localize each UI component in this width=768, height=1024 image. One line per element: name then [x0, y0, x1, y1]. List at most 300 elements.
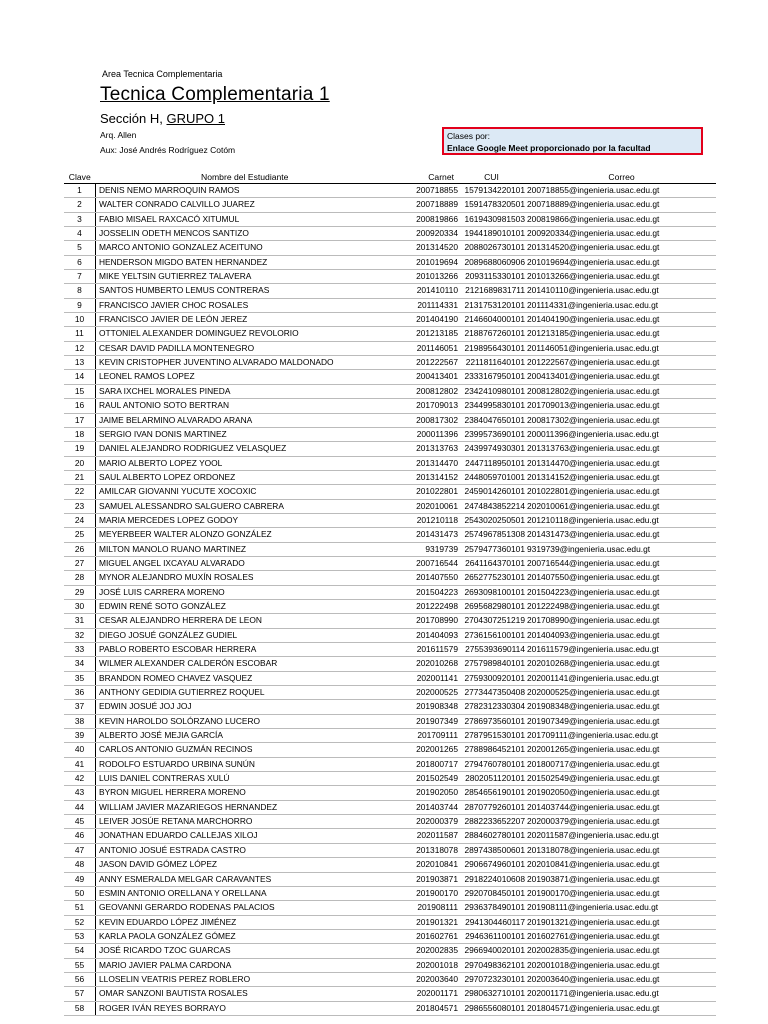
section-prefix: Sección H, [100, 111, 167, 126]
cell-clave: 13 [64, 356, 96, 370]
cell-correo: 200920334@ingenieria.usac.edu.gt [525, 227, 716, 241]
cell-nombre: BYRON MIGUEL HERRERA MORENO [96, 786, 392, 800]
cell-clave: 29 [64, 585, 96, 599]
cell-carnet: 201804571 [391, 1001, 458, 1015]
table-row [64, 212, 716, 226]
cell-correo: 200716544@ingenieria.usac.edu.gt [525, 556, 716, 570]
cell-nombre: EDWIN RENÉ SOTO GONZÁLEZ [96, 599, 392, 613]
table-row [64, 657, 716, 671]
cell-nombre: WALTER CONRADO CALVILLO JUAREZ [96, 198, 392, 212]
cell-carnet: 201908348 [391, 700, 458, 714]
cell-nombre: RAUL ANTONIO SOTO BERTRAN [96, 399, 392, 413]
cell-carnet: 201222498 [391, 599, 458, 613]
cell-cui: 2970723230101 [458, 972, 525, 986]
auxiliary-label: Aux: José Andrés Rodríguez Cotóm [100, 145, 236, 155]
cell-nombre: MYNOR ALEJANDRO MUXÍN ROSALES [96, 571, 392, 585]
column-header-cui: CUI [458, 168, 525, 184]
cell-nombre: DANIEL ALEJANDRO RODRIGUEZ VELASQUEZ [96, 442, 392, 456]
cell-cui: 2211811640101 [458, 356, 525, 370]
cell-nombre: ANNY ESMERALDA MELGAR CARAVANTES [96, 872, 392, 886]
cell-clave: 8 [64, 284, 96, 298]
classes-note-text: Enlace Google Meet proporcionado por la facultad [447, 143, 651, 153]
cell-correo: 202000525@ingenieria.usac.edu.gt [525, 686, 716, 700]
cell-correo: 201114331@ingenieria.usac.edu.gt [525, 298, 716, 312]
cell-correo: 200819866@ingenieria.usac.edu.gt [525, 212, 716, 226]
cell-cui: 1579134220101 [458, 184, 525, 198]
table-row [64, 929, 716, 943]
cell-nombre: GEOVANNI GERARDO RODENAS PALACIOS [96, 901, 392, 915]
cell-carnet: 201410110 [391, 284, 458, 298]
table-row [64, 528, 716, 542]
roster-body [64, 184, 716, 1016]
cell-correo: 201314520@ingenieria.usac.edu.gt [525, 241, 716, 255]
cell-carnet: 201900170 [391, 886, 458, 900]
cell-nombre: JASON DAVID GÓMEZ LÓPEZ [96, 858, 392, 872]
cell-nombre: OMAR SANZONI BAUTISTA ROSALES [96, 987, 392, 1001]
cell-correo: 201407550@ingenieria.usac.edu.gt [525, 571, 716, 585]
cell-nombre: MARIO ALBERTO LOPEZ YOOL [96, 456, 392, 470]
table-row [64, 671, 716, 685]
section-label [100, 111, 225, 126]
cell-correo: 201903871@ingenieria.usac.edu.gt [525, 872, 716, 886]
cell-nombre: AMILCAR GIOVANNI YUCUTE XOCOXIC [96, 485, 392, 499]
table-row [64, 729, 716, 743]
cell-nombre: SARA IXCHEL MORALES PINEDA [96, 384, 392, 398]
table-row [64, 772, 716, 786]
cell-cui: 2802051120101 [458, 772, 525, 786]
cell-clave: 27 [64, 556, 96, 570]
table-row [64, 915, 716, 929]
table-row [64, 513, 716, 527]
cell-carnet: 200716544 [391, 556, 458, 570]
cell-carnet: 200812802 [391, 384, 458, 398]
cell-nombre: HENDERSON MIGDO BATEN HERNANDEZ [96, 255, 392, 269]
cell-nombre: MIKE YELTSIN GUTIERREZ TALAVERA [96, 270, 392, 284]
cell-cui: 2920708450101 [458, 886, 525, 900]
cell-correo: 201222498@ingenieria.usac.edu.gt [525, 599, 716, 613]
cell-carnet: 201213185 [391, 327, 458, 341]
cell-correo: 202000379@ingenieria.usac.edu.gt [525, 815, 716, 829]
cell-nombre: BRANDON ROMEO CHAVEZ VASQUEZ [96, 671, 392, 685]
cell-correo: 202010061@ingenieria.usac.edu.gt [525, 499, 716, 513]
cell-cui: 2088026730101 [458, 241, 525, 255]
cell-correo: 200011396@ingenieria.usac.edu.gt [525, 427, 716, 441]
cell-carnet: 201611579 [391, 643, 458, 657]
table-row [64, 815, 716, 829]
cell-nombre: KEVIN CRISTOPHER JUVENTINO ALVARADO MALDONADO [96, 356, 392, 370]
cell-clave: 6 [64, 255, 96, 269]
table-row [64, 700, 716, 714]
cell-cui: 2786973560101 [458, 714, 525, 728]
cell-cui: 2121689831711 [458, 284, 525, 298]
cell-clave: 43 [64, 786, 96, 800]
cell-cui: 2854656190101 [458, 786, 525, 800]
cell-clave: 42 [64, 772, 96, 786]
cell-clave: 56 [64, 972, 96, 986]
cell-correo: 201314152@ingenieria.usac.edu.gt [525, 470, 716, 484]
cell-clave: 53 [64, 929, 96, 943]
cell-clave: 28 [64, 571, 96, 585]
cell-clave: 50 [64, 886, 96, 900]
column-header-clave: Clave [64, 168, 96, 184]
cell-nombre: JAIME BELARMINO ALVARADO ARANA [96, 413, 392, 427]
cell-nombre: MARIO JAVIER PALMA CARDONA [96, 958, 392, 972]
cell-carnet: 201222567 [391, 356, 458, 370]
cell-correo: 202001018@ingenieria.usac.edu.gt [525, 958, 716, 972]
cell-correo: 201210118@ingenieria.usac.edu.gt [525, 513, 716, 527]
cell-correo: 201502549@ingenieria.usac.edu.gt [525, 772, 716, 786]
cell-nombre: DENIS NEMO MARROQUIN RAMOS [96, 184, 392, 198]
cell-correo: 202003640@ingenieria.usac.edu.gt [525, 972, 716, 986]
cell-carnet: 200011396 [391, 427, 458, 441]
cell-carnet: 201602761 [391, 929, 458, 943]
cell-nombre: JONATHAN EDUARDO CALLEJAS XILOJ [96, 829, 392, 843]
cell-correo: 201709013@ingenieria.usac.edu.gt [525, 399, 716, 413]
cell-clave: 16 [64, 399, 96, 413]
cell-cui: 2782312330304 [458, 700, 525, 714]
cell-nombre: LLOSELIN VEATRIS PEREZ ROBLERO [96, 972, 392, 986]
cell-cui: 2641164370101 [458, 556, 525, 570]
cell-carnet: 202001018 [391, 958, 458, 972]
cell-clave: 48 [64, 858, 96, 872]
cell-cui: 2384047650101 [458, 413, 525, 427]
table-row [64, 786, 716, 800]
cell-carnet: 201708990 [391, 614, 458, 628]
table-row [64, 614, 716, 628]
cell-carnet: 202010061 [391, 499, 458, 513]
table-row [64, 184, 716, 198]
cell-clave: 58 [64, 1001, 96, 1015]
cell-cui: 2574967851308 [458, 528, 525, 542]
cell-carnet: 201800717 [391, 757, 458, 771]
cell-correo: 201146051@ingenieria.usac.edu.gt [525, 341, 716, 355]
cell-cui: 2131753120101 [458, 298, 525, 312]
cell-clave: 45 [64, 815, 96, 829]
table-row [64, 327, 716, 341]
cell-cui: 2870779260101 [458, 800, 525, 814]
cell-cui: 2089688060906 [458, 255, 525, 269]
cell-correo: 202002835@ingenieria.usac.edu.gt [525, 944, 716, 958]
cell-carnet: 202010841 [391, 858, 458, 872]
table-header-row [64, 168, 716, 184]
table-row [64, 255, 716, 269]
cell-cui: 1944189010101 [458, 227, 525, 241]
cell-nombre: LEONEL RAMOS LOPEZ [96, 370, 392, 384]
cell-correo: 201900170@ingenieria.usac.edu.gt [525, 886, 716, 900]
cell-nombre: CESAR DAVID PADILLA MONTENEGRO [96, 341, 392, 355]
cell-correo: 201403744@ingenieria.usac.edu.gt [525, 800, 716, 814]
cell-carnet: 201902050 [391, 786, 458, 800]
cell-carnet: 202001141 [391, 671, 458, 685]
table-row [64, 944, 716, 958]
cell-carnet: 202010268 [391, 657, 458, 671]
cell-clave: 38 [64, 714, 96, 728]
cell-nombre: WILMER ALEXANDER CALDERÓN ESCOBAR [96, 657, 392, 671]
cell-cui: 2941304460117 [458, 915, 525, 929]
cell-clave: 22 [64, 485, 96, 499]
cell-clave: 36 [64, 686, 96, 700]
table-row [64, 298, 716, 312]
cell-cui: 2773447350408 [458, 686, 525, 700]
cell-cui: 2579477360101 [458, 542, 525, 556]
cell-clave: 57 [64, 987, 96, 1001]
cell-clave: 47 [64, 843, 96, 857]
table-row [64, 585, 716, 599]
classes-note-title: Clases por: [447, 131, 490, 141]
cell-correo: 201800717@ingenieria.usac.edu.gt [525, 757, 716, 771]
cell-cui: 2459014260101 [458, 485, 525, 499]
cell-carnet: 202002835 [391, 944, 458, 958]
cell-carnet: 200718855 [391, 184, 458, 198]
cell-cui: 2918224010608 [458, 872, 525, 886]
cell-clave: 9 [64, 298, 96, 312]
table-row [64, 284, 716, 298]
cell-correo: 200413401@ingenieria.usac.edu.gt [525, 370, 716, 384]
column-header-nombre: Nombre del Estudiante [96, 168, 392, 184]
cell-clave: 31 [64, 614, 96, 628]
cell-correo: 201611579@ingenieria.usac.edu.gt [525, 643, 716, 657]
cell-carnet: 200413401 [391, 370, 458, 384]
cell-carnet: 201908111 [391, 901, 458, 915]
table-row [64, 1001, 716, 1015]
table-row [64, 556, 716, 570]
table-row [64, 901, 716, 915]
cell-correo: 202001141@ingenieria.usac.edu.gt [525, 671, 716, 685]
cell-clave: 18 [64, 427, 96, 441]
cell-nombre: ANTHONY GEDIDIA GUTIERREZ ROQUEL [96, 686, 392, 700]
cell-cui: 2543020250501 [458, 513, 525, 527]
cell-correo: 9319739@ingenieria.usac.edu.gt [525, 542, 716, 556]
cell-correo: 200817302@ingenieria.usac.edu.gt [525, 413, 716, 427]
table-row [64, 427, 716, 441]
table-row [64, 987, 716, 1001]
cell-carnet: 201901321 [391, 915, 458, 929]
cell-carnet: 200817302 [391, 413, 458, 427]
cell-carnet: 9319739 [391, 542, 458, 556]
cell-correo: 200812802@ingenieria.usac.edu.gt [525, 384, 716, 398]
cell-cui: 2474843852214 [458, 499, 525, 513]
table-row [64, 886, 716, 900]
cell-cui: 2093115330101 [458, 270, 525, 284]
cell-nombre: ANTONIO JOSUÉ ESTRADA CASTRO [96, 843, 392, 857]
table-row [64, 714, 716, 728]
cell-carnet: 201404190 [391, 313, 458, 327]
cell-clave: 4 [64, 227, 96, 241]
area-label: Area Tecnica Complementaria [102, 69, 223, 79]
cell-clave: 24 [64, 513, 96, 527]
table-row [64, 958, 716, 972]
table-row [64, 227, 716, 241]
cell-nombre: MEYERBEER WALTER ALONZO GONZÁLEZ [96, 528, 392, 542]
cell-clave: 34 [64, 657, 96, 671]
cell-clave: 26 [64, 542, 96, 556]
student-roster-table [64, 168, 716, 1016]
cell-correo: 201907349@ingenieria.usac.edu.gt [525, 714, 716, 728]
cell-cui: 2755393690114 [458, 643, 525, 657]
cell-cui: 2399573690101 [458, 427, 525, 441]
cell-carnet: 200718889 [391, 198, 458, 212]
cell-correo: 201908348@ingenieria.usac.edu.gt [525, 700, 716, 714]
cell-nombre: CESAR ALEJANDRO HERRERA DE LEON [96, 614, 392, 628]
cell-cui: 2447118950101 [458, 456, 525, 470]
cell-nombre: MILTON MANOLO RUANO MARTINEZ [96, 542, 392, 556]
cell-nombre: FABIO MISAEL RAXCACÓ XITUMUL [96, 212, 392, 226]
cell-nombre: LEIVER JOSÚE RETANA MARCHORRO [96, 815, 392, 829]
cell-nombre: SERGIO IVAN DONIS MARTINEZ [96, 427, 392, 441]
table-row [64, 485, 716, 499]
table-row [64, 872, 716, 886]
cell-carnet: 200819866 [391, 212, 458, 226]
cell-correo: 201602761@ingenieria.usac.edu.gt [525, 929, 716, 943]
cell-cui: 2695682980101 [458, 599, 525, 613]
cell-nombre: ALBERTO JOSÉ MEJIA GARCÍA [96, 729, 392, 743]
cell-carnet: 200920334 [391, 227, 458, 241]
cell-clave: 19 [64, 442, 96, 456]
cell-carnet: 201013266 [391, 270, 458, 284]
cell-correo: 202011587@ingenieria.usac.edu.gt [525, 829, 716, 843]
cell-correo: 202010841@ingenieria.usac.edu.gt [525, 858, 716, 872]
table-row [64, 843, 716, 857]
cell-cui: 2897438500601 [458, 843, 525, 857]
cell-nombre: ESMIN ANTONIO ORELLANA Y ORELLANA [96, 886, 392, 900]
cell-carnet: 201022801 [391, 485, 458, 499]
cell-nombre: DIEGO JOSUÉ GONZÁLEZ GUDIEL [96, 628, 392, 642]
cell-nombre: LUIS DANIEL CONTRERAS XULÚ [96, 772, 392, 786]
cell-clave: 23 [64, 499, 96, 513]
cell-carnet: 201407550 [391, 571, 458, 585]
cell-clave: 40 [64, 743, 96, 757]
table-row [64, 571, 716, 585]
cell-cui: 2736156100101 [458, 628, 525, 642]
cell-cui: 2787951530101 [458, 729, 525, 743]
page-title: Tecnica Complementaria 1 [100, 84, 330, 105]
cell-clave: 39 [64, 729, 96, 743]
cell-nombre: RODOLFO ESTUARDO URBINA SUNÚN [96, 757, 392, 771]
cell-clave: 15 [64, 384, 96, 398]
cell-cui: 1591478320501 [458, 198, 525, 212]
table-row [64, 686, 716, 700]
cell-cui: 2970498362101 [458, 958, 525, 972]
cell-correo: 201213185@ingenieria.usac.edu.gt [525, 327, 716, 341]
cell-carnet: 201318078 [391, 843, 458, 857]
cell-clave: 30 [64, 599, 96, 613]
cell-carnet: 201502549 [391, 772, 458, 786]
cell-carnet: 201709013 [391, 399, 458, 413]
table-row [64, 972, 716, 986]
table-row [64, 499, 716, 513]
cell-carnet: 201504223 [391, 585, 458, 599]
cell-correo: 201804571@ingenieria.usac.edu.gt [525, 1001, 716, 1015]
cell-correo: 202001265@ingenieria.usac.edu.gt [525, 743, 716, 757]
column-header-correo: Correo [525, 168, 716, 184]
cell-cui: 2794760780101 [458, 757, 525, 771]
cell-clave: 37 [64, 700, 96, 714]
cell-cui: 2980632710101 [458, 987, 525, 1001]
table-row [64, 270, 716, 284]
cell-nombre: ROGER IVÁN REYES BORRAYO [96, 1001, 392, 1015]
classes-note-box [442, 127, 703, 155]
cell-clave: 14 [64, 370, 96, 384]
table-row [64, 599, 716, 613]
cell-nombre: FRANCISCO JAVIER CHOC ROSALES [96, 298, 392, 312]
cell-correo: 201222567@ingenieria.usac.edu.gt [525, 356, 716, 370]
table-row [64, 542, 716, 556]
cell-clave: 5 [64, 241, 96, 255]
cell-correo: 201013266@ingenieria.usac.edu.gt [525, 270, 716, 284]
cell-nombre: EDWIN JOSUÉ JOJ JOJ [96, 700, 392, 714]
cell-clave: 44 [64, 800, 96, 814]
table-row [64, 198, 716, 212]
cell-nombre: MARIA MERCEDES LOPEZ GODOY [96, 513, 392, 527]
cell-nombre: MARCO ANTONIO GONZALEZ ACEITUNO [96, 241, 392, 255]
cell-nombre: OTTONIEL ALEXANDER DOMINGUEZ REVOLORIO [96, 327, 392, 341]
cell-nombre: CARLOS ANTONIO GUZMÁN RECINOS [96, 743, 392, 757]
cell-cui: 2906674960101 [458, 858, 525, 872]
cell-cui: 2788986452101 [458, 743, 525, 757]
table-row [64, 643, 716, 657]
table-row [64, 356, 716, 370]
cell-correo: 201709111@ingenieria.usac.edu.gt [525, 729, 716, 743]
cell-cui: 2966940020101 [458, 944, 525, 958]
cell-carnet: 202003640 [391, 972, 458, 986]
cell-clave: 7 [64, 270, 96, 284]
column-header-carnet: Carnet [391, 168, 458, 184]
cell-clave: 2 [64, 198, 96, 212]
cell-cui: 1619430981503 [458, 212, 525, 226]
table-row [64, 456, 716, 470]
cell-nombre: PABLO ROBERTO ESCOBAR HERRERA [96, 643, 392, 657]
table-row [64, 858, 716, 872]
cell-carnet: 202001265 [391, 743, 458, 757]
cell-clave: 11 [64, 327, 96, 341]
cell-carnet: 202000379 [391, 815, 458, 829]
cell-clave: 21 [64, 470, 96, 484]
cell-carnet: 201709111 [391, 729, 458, 743]
cell-nombre: KEVIN HAROLDO SOLÓRZANO LUCERO [96, 714, 392, 728]
table-row [64, 384, 716, 398]
cell-correo: 201504223@ingenieria.usac.edu.gt [525, 585, 716, 599]
table-row [64, 370, 716, 384]
cell-clave: 32 [64, 628, 96, 642]
cell-carnet: 202011587 [391, 829, 458, 843]
cell-cui: 2333167950101 [458, 370, 525, 384]
cell-correo: 201313763@ingenieria.usac.edu.gt [525, 442, 716, 456]
table-row [64, 413, 716, 427]
cell-cui: 2439974930301 [458, 442, 525, 456]
cell-correo: 202001171@ingenieria.usac.edu.gt [525, 987, 716, 1001]
cell-nombre: MIGUEL ANGEL IXCAYAU ALVARADO [96, 556, 392, 570]
cell-nombre: JOSÉ RICARDO TZOC GUARCAS [96, 944, 392, 958]
cell-correo: 201019694@ingenieria.usac.edu.gt [525, 255, 716, 269]
cell-correo: 201431473@ingenieria.usac.edu.gt [525, 528, 716, 542]
cell-cui: 2448059701001 [458, 470, 525, 484]
cell-carnet: 201314152 [391, 470, 458, 484]
cell-correo: 202010268@ingenieria.usac.edu.gt [525, 657, 716, 671]
cell-clave: 20 [64, 456, 96, 470]
table-row [64, 341, 716, 355]
cell-clave: 49 [64, 872, 96, 886]
cell-cui: 2936378490101 [458, 901, 525, 915]
table-row [64, 470, 716, 484]
cell-nombre: JOSSELIN ODETH MENCOS SANTIZO [96, 227, 392, 241]
architect-label: Arq. Allen [100, 130, 137, 140]
group-label: GRUPO 1 [166, 111, 225, 126]
cell-carnet: 201314470 [391, 456, 458, 470]
cell-nombre: KARLA PAOLA GONZÁLEZ GÓMEZ [96, 929, 392, 943]
cell-correo: 201901321@ingenieria.usac.edu.gt [525, 915, 716, 929]
cell-clave: 10 [64, 313, 96, 327]
cell-clave: 3 [64, 212, 96, 226]
